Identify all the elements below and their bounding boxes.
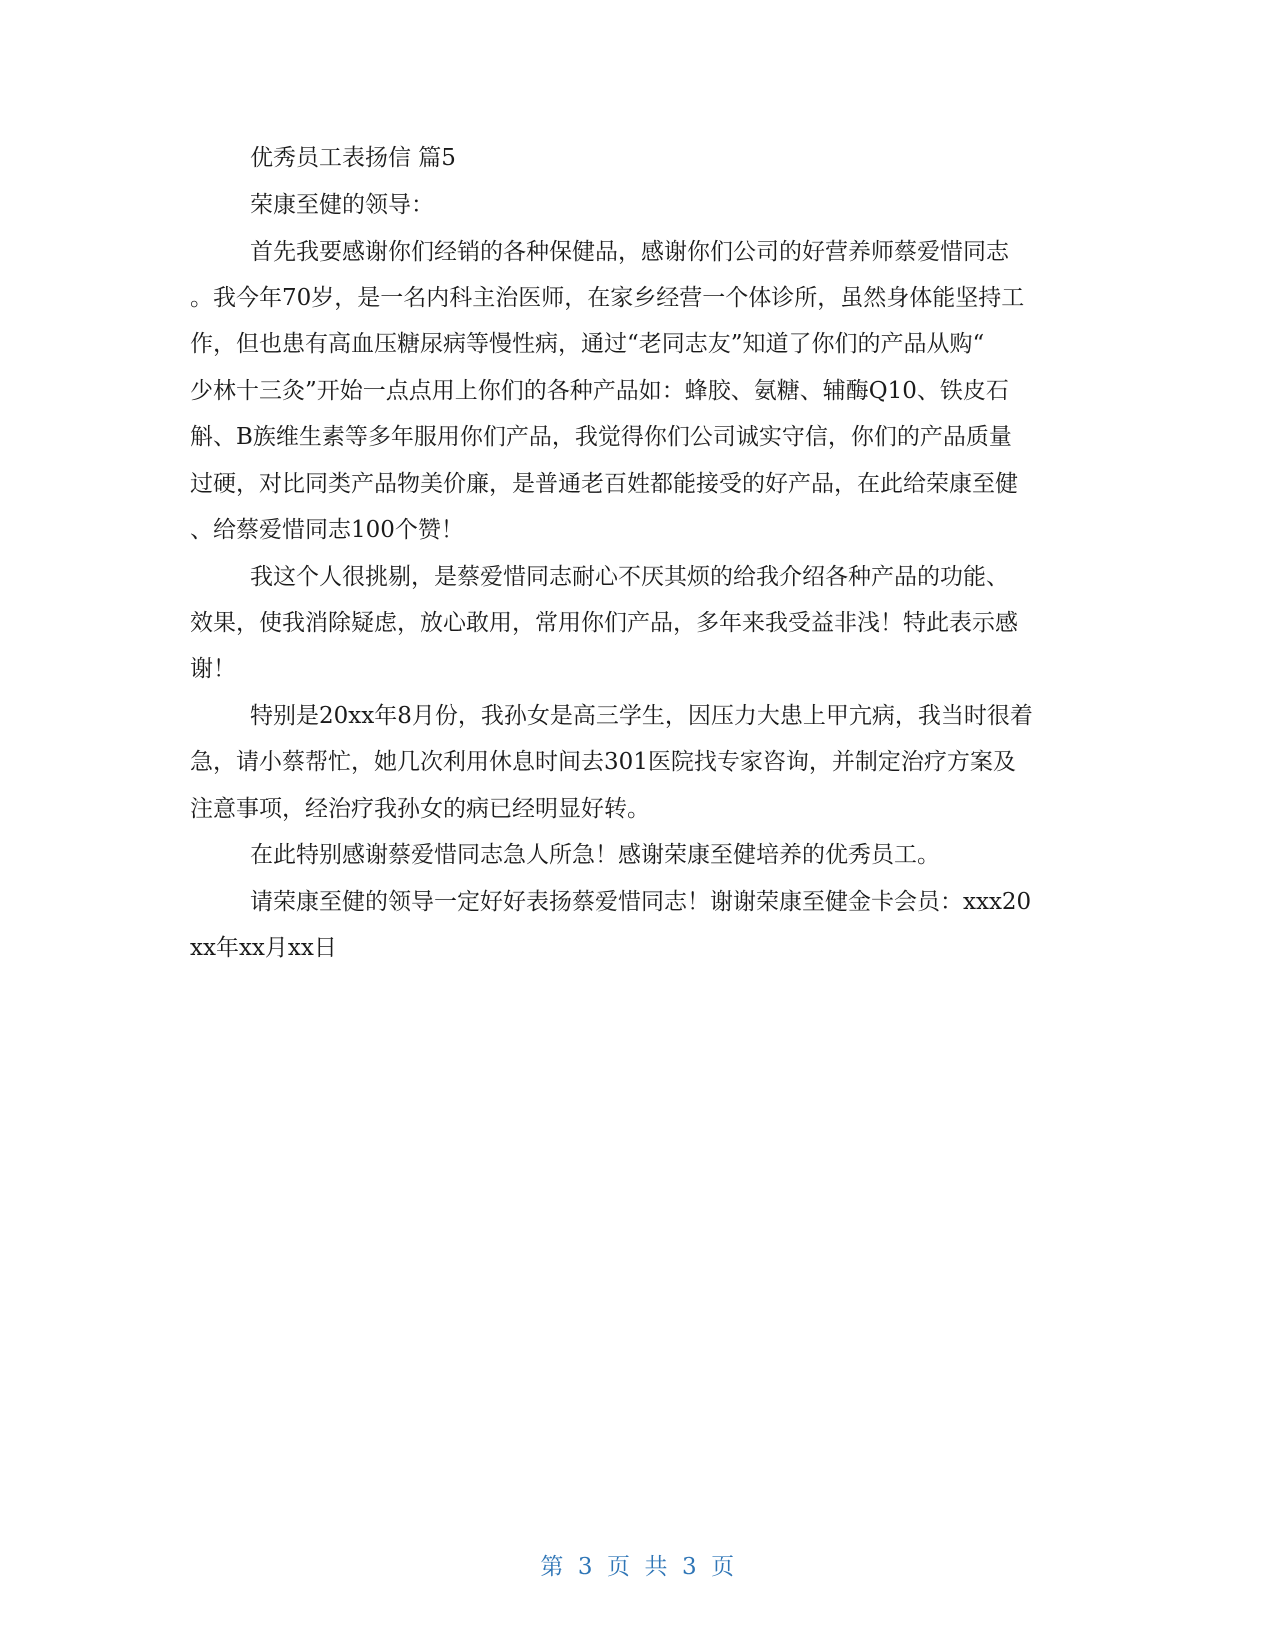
- paragraph-line: 少林十三灸”开始一点点用上你们的各种产品如：蜂胶、氨糖、辅酶Q10、铁皮石: [190, 378, 1009, 404]
- footer-total-label: 共: [644, 1554, 668, 1580]
- paragraph-line: 我这个人很挑剔，是蔡爱惜同志耐心不厌其烦的给我介绍各种产品的功能、: [250, 564, 1009, 590]
- footer-page-number: 3: [577, 1554, 593, 1580]
- paragraph-line: 首先我要感谢你们经销的各种保健品，感谢你们公司的好营养师蔡爱惜同志: [250, 239, 1009, 265]
- paragraph-line: 效果，使我消除疑虑，放心敢用，常用你们产品，多年来我受益非浅！特此表示感: [190, 610, 1018, 636]
- paragraph-line: 急，请小蔡帮忙，她几次利用休息时间去301医院找专家咨询，并制定治疗方案及: [190, 749, 1016, 775]
- page-footer: [0, 1548, 1275, 1581]
- paragraph-line: 作，但也患有高血压糖尿病等慢性病，通过“老同志友”知道了你们的产品从购“: [190, 331, 985, 357]
- paragraph-line: 。我今年70岁，是一名内科主治医师，在家乡经营一个体诊所，虽然身体能坚持工: [190, 285, 1025, 311]
- paragraph-line: 请荣康至健的领导一定好好表扬蔡爱惜同志！谢谢荣康至健金卡会员：xxx20: [250, 889, 1032, 915]
- footer-page-unit: 页: [607, 1554, 631, 1580]
- paragraph-line: 注意事项，经治疗我孙女的病已经明显好转。: [190, 796, 650, 822]
- paragraph-line: 谢！: [190, 656, 236, 682]
- letter-title: 优秀员工表扬信 篇5: [250, 145, 456, 171]
- footer-page-label: 第: [540, 1554, 564, 1580]
- salutation: 荣康至健的领导：: [250, 192, 434, 218]
- paragraph-line: 斛、B族维生素等多年服用你们产品，我觉得你们公司诚实守信，你们的产品质量: [190, 424, 1012, 450]
- signature-date: xx年xx月xx日: [190, 935, 337, 961]
- footer-total-unit: 页: [711, 1554, 735, 1580]
- paragraph-line: 特别是20xx年8月份，我孙女是高三学生，因压力大患上甲亢病，我当时很着: [250, 703, 1033, 729]
- paragraph-line: 在此特别感谢蔡爱惜同志急人所急！感谢荣康至健培养的优秀员工。: [250, 842, 940, 868]
- paragraph-line: 过硬，对比同类产品物美价廉，是普通老百姓都能接受的好产品，在此给荣康至健: [190, 471, 1018, 497]
- footer-total-pages: 3: [682, 1554, 698, 1580]
- paragraph-line: 、给蔡爱惜同志100个赞！: [190, 517, 464, 543]
